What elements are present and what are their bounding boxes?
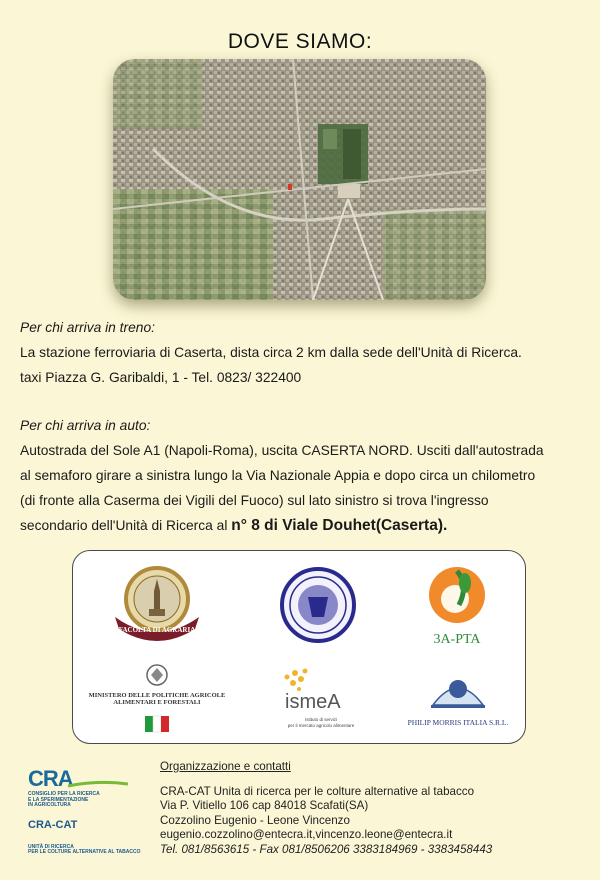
ismea-logo[interactable] xyxy=(277,665,361,735)
ismea-label: ismeA xyxy=(285,691,341,713)
cra-cat-label: CRA-CAT xyxy=(28,818,78,831)
tapta-emblem-icon xyxy=(425,565,489,625)
contacts-heading: Organizzazione e contatti xyxy=(160,760,291,773)
map-image xyxy=(113,59,486,300)
contacts-line-2: Via P. Vitiello 106 cap 84018 Scafati(SA) xyxy=(160,799,369,812)
train-line-2: taxi Piazza G. Garibaldi, 1 - Tel. 0823/ 322400 xyxy=(20,370,302,385)
contacts-line-1: CRA-CAT Unita di ricerca per le colture alternative al tabacco xyxy=(160,784,475,798)
contacts-phones: Tel. 081/8563615 - Fax 081/8506206 3383184969 - 3383458443 xyxy=(160,842,493,856)
car-line-4 xyxy=(20,513,544,538)
contacts-block xyxy=(160,760,492,857)
page-title: DOVE SIAMO: xyxy=(227,30,373,53)
cra-logo: CRA xyxy=(28,766,73,791)
cra-subtitle-3: IN AGRICOLTURA xyxy=(28,802,71,808)
train-heading: Per chi arriva in treno: xyxy=(20,320,155,335)
republic-emblem-icon xyxy=(77,663,237,687)
contacts-emails[interactable]: eugenio.cozzolino@entecra.it,vincenzo.leone@entecra.it xyxy=(160,828,453,841)
university-blue-seal[interactable] xyxy=(278,567,358,643)
blue-seal-icon xyxy=(278,567,358,643)
contacts-line-3: Cozzolino Eugenio - Leone Vincenzo xyxy=(160,813,350,827)
car-heading: Per chi arriva in auto: xyxy=(20,418,151,433)
cra-unit-2: PER LE COLTURE ALTERNATIVE AL TABACCO xyxy=(28,849,141,855)
facolta-agraria-logo[interactable] xyxy=(109,565,205,643)
philip-morris-logo[interactable] xyxy=(403,669,513,735)
italian-flag-icon xyxy=(77,714,237,734)
cra-unit-1: UNITÀ DI RICERCA xyxy=(28,843,74,850)
ismea-sub-1: Istituto di servizi xyxy=(304,717,337,722)
car-line-1: Autostrada del Sole A1 (Napoli-Roma), uscita CASERTA NORD. Usciti dall'autostrada xyxy=(20,443,544,458)
pm-crest-icon xyxy=(403,669,513,713)
tapta-label: 3A-PTA xyxy=(433,632,481,647)
satellite-map[interactable] xyxy=(113,59,486,300)
cra-subtitle-2: E LA SPERIMENTAZIONE xyxy=(28,796,89,803)
ministero-line-2: ALIMENTARI E FORESTALI xyxy=(113,699,201,706)
ministero-logo[interactable] xyxy=(77,663,237,735)
car-directions xyxy=(20,413,544,538)
car-line-3: (di fronte alla Caserma dei Vigili del Fuoco) sul lato sinistro si trova l'ingresso xyxy=(20,493,489,508)
cra-logo-block xyxy=(28,766,148,856)
facolta-label: FACOLTA DI AGRARIA xyxy=(118,626,196,634)
partner-logos-panel xyxy=(72,550,526,744)
ismea-sub-2: per il mercato agricolo alimentare xyxy=(287,723,355,728)
car-line-4-prefix: secondario dell'Unità di Ricerca al xyxy=(20,518,232,533)
car-line-2: al semaforo girare a sinistra lungo la Via Nazionale Appia e dopo circa un chilometro xyxy=(20,468,536,483)
address-highlight: n° 8 di Viale Douhet(Caserta). xyxy=(231,517,448,534)
train-line-1: La stazione ferroviaria di Caserta, dista circa 2 km dalla sede dell'Unità di Ricerca. xyxy=(20,345,522,360)
ministero-line-1: MINISTERO DELLE POLITICHE AGRICOLE xyxy=(88,692,226,699)
pmi-label: PHILIP MORRIS ITALIA S.R.L. xyxy=(407,718,509,727)
cra-subtitle-1: CONSIGLIO PER LA RICERCA xyxy=(28,791,100,797)
tapta-logo[interactable] xyxy=(425,565,489,645)
train-directions xyxy=(20,315,522,390)
